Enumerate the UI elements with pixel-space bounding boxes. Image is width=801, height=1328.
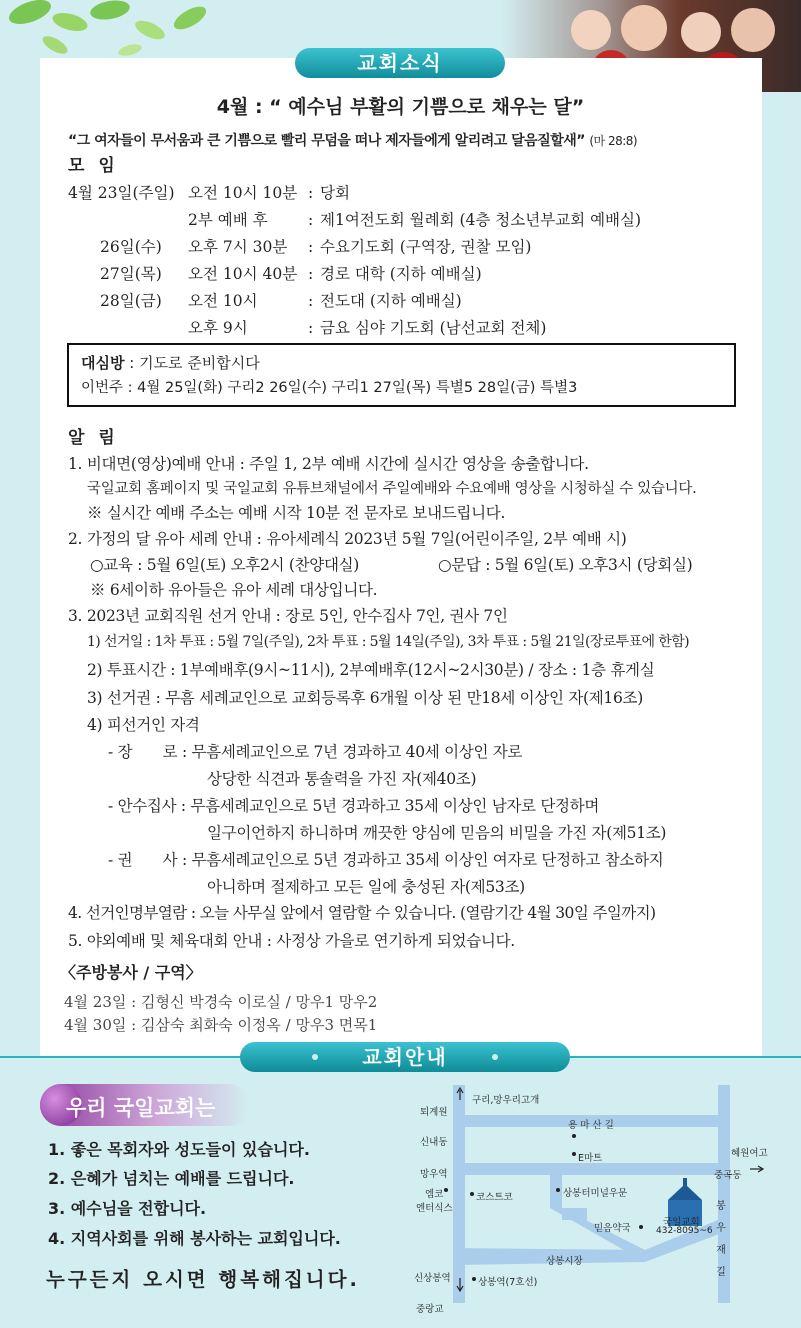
meeting-desc: 경로 대학 (지하 예배실) xyxy=(320,265,482,283)
map-label-sangbong7: 상봉역(7호선) xyxy=(478,1277,538,1288)
map-label-junggok: 중곡동 xyxy=(714,1170,742,1181)
kitchen-heading: 〈주방봉사 / 구역〉 xyxy=(60,963,202,982)
map-label-phone: 432-8095~6 xyxy=(656,1226,713,1236)
church-news-title: 교회소식 xyxy=(295,48,505,78)
bongu-char: 우 xyxy=(716,1223,726,1234)
map-road xyxy=(562,1208,587,1220)
map-road xyxy=(550,1163,562,1208)
visitation-line1 xyxy=(81,353,260,373)
visitation-note: : 기도로 준비합시다 xyxy=(124,354,260,372)
meeting-day: 28일(금) xyxy=(100,292,162,310)
meeting-desc: 당회 xyxy=(320,184,350,202)
notice-line: 일구이언하지 하니하며 깨끗한 양심에 믿음의 비밀을 가진 자(제51조) xyxy=(207,824,667,842)
church-intro-title xyxy=(40,1084,250,1126)
month-theme: 4월 : “ 예수님 부활의 기쁨으로 채우는 달” xyxy=(216,96,585,118)
map-label-yongmasan: 용 마 산 길 xyxy=(568,1120,614,1131)
map-label-entersix: 엔터식스 xyxy=(416,1203,453,1214)
visitation-box xyxy=(67,343,736,407)
guide-title-text: 교회안내 xyxy=(362,1045,448,1069)
meeting-day: 27일(목) xyxy=(100,265,162,283)
notice-line: - 안수집사 : 무흠세례교인으로 5년 경과하고 35세 이상인 남자로 단정하며 xyxy=(108,797,600,815)
meeting-sep: : xyxy=(308,238,314,256)
church-point: 2. 은혜가 넘치는 예배를 드립니다. xyxy=(48,1169,295,1188)
notice-line: 3) 선거권 : 무흠 세례교인으로 교회등록후 6개월 이상 된 만18세 이상인 자(제16조) xyxy=(87,689,643,707)
meeting-time: 오후 9시 xyxy=(188,319,248,337)
meeting-time: 2부 예배 후 xyxy=(188,211,268,229)
notice-line: - 권 사 : 무흠세례교인으로 5년 경과하고 35세 이상인 여자로 단정하고 참소하지 xyxy=(108,851,664,869)
map-label-sangbong-market: 상봉시장 xyxy=(546,1256,583,1267)
bullet-icon xyxy=(492,1054,498,1060)
map-label-jungnang: 중랑교 xyxy=(416,1304,444,1315)
bullet-icon xyxy=(312,1054,318,1060)
notice-line: 2. 가정의 달 유아 세례 안내 : 유아세례식 2023년 5월 7일(어린이주일, 2부 예배 시) xyxy=(68,530,627,548)
meetings-heading: 모 임 xyxy=(68,156,119,176)
map-label-toegyewon: 퇴계원 xyxy=(420,1107,448,1118)
map-label-mangu: 망우역 xyxy=(420,1169,448,1180)
notice-line: 3. 2023년 교회직원 선거 안내 : 장로 5인, 안수집사 7인, 권사 7인 xyxy=(68,607,508,625)
notice-line: 4) 피선거인 자격 xyxy=(87,716,200,734)
map-label-emco: 엠코 xyxy=(425,1189,444,1200)
meeting-desc: 전도대 (지하 예배실) xyxy=(320,292,462,310)
map-label-hyewon: 혜원여고 xyxy=(731,1148,768,1159)
map-label-bongu xyxy=(715,1196,727,1284)
meeting-sep: : xyxy=(308,319,314,337)
notice-line: ○문답 : 5월 6일(토) 오후3시 (당회실) xyxy=(438,556,693,574)
notice-line: ※ 실시간 예배 주소는 예배 시작 10분 전 문자로 보내드립니다. xyxy=(87,504,506,522)
meeting-sep: : xyxy=(308,292,314,310)
meeting-time: 오후 7시 30분 xyxy=(188,238,288,256)
notice-line: ※ 6세이하 유아들은 유아 세례 대상입니다. xyxy=(90,581,378,599)
meeting-time: 오전 10시 10분 xyxy=(188,184,298,202)
notice-line: 5. 야외예배 및 체육대회 안내 : 사정상 가을로 연기하게 되었습니다. xyxy=(68,932,515,950)
church-intro-text: 우리 국일교회는 xyxy=(66,1096,216,1120)
notice-line: 아니하며 절제하고 모든 일에 충성된 자(제53조) xyxy=(207,878,525,896)
notice-line: 1) 선거일 : 1차 투표 : 5월 7일(주일), 2차 투표 : 5월 14일(주일), 3차 투표 : 5월 21일(장로투표에 한함) xyxy=(87,634,689,650)
quote-reference: (마 28:8) xyxy=(589,134,638,148)
visitation-label: 대심방 xyxy=(81,354,125,372)
notice-line: 1. 비대면(영상)예배 안내 : 주일 1, 2부 예배 시간에 실시간 영상을 송출합니다. xyxy=(68,455,589,473)
notices-heading: 알 림 xyxy=(68,428,119,448)
notice-line: - 장 로 : 무흠세례교인으로 7년 경과하고 40세 이상인 자로 xyxy=(108,743,523,761)
notice-line: 2) 투표시간 : 1부예배후(9시~11시), 2부예배후(12시~2시30분) / 장소 : 1층 휴게실 xyxy=(87,661,655,679)
notice-line: ○교육 : 5월 6일(토) 오후2시 (찬양대실) xyxy=(90,556,360,574)
notice-line: 국일교회 홈페이지 및 국일교회 유튜브채널에서 주일예배와 수요예배 영상을 시청하실 수 있습니다. xyxy=(87,481,697,497)
bongu-char: 재 xyxy=(716,1245,726,1256)
kitchen-row: 4월 30일 : 김삼숙 최화숙 이정옥 / 망우3 면목1 xyxy=(64,1016,378,1034)
map-label-guri: 구리,망우리고개 xyxy=(472,1095,540,1106)
welcome-message: 누구든지 오시면 행복해집니다. xyxy=(46,1268,360,1291)
meeting-day: 26일(수) xyxy=(100,238,162,256)
map-label-sinsangbong: 신상봉역 xyxy=(414,1273,451,1284)
meeting-time: 오전 10시 xyxy=(188,292,258,310)
visitation-schedule: 이번주 : 4월 25일(화) 구리2 26일(수) 구리1 27일(목) 특별5 28일(금) 특별3 xyxy=(81,380,578,396)
map-label-terminal: 상봉터미널우문 xyxy=(563,1188,628,1199)
church-point: 1. 좋은 목회자와 성도들이 있습니다. xyxy=(48,1140,310,1159)
map-road xyxy=(453,1163,730,1175)
notice-line: 상당한 식견과 통솔력을 가진 자(제40조) xyxy=(207,770,477,788)
meeting-desc: 수요기도회 (구역장, 권찰 모임) xyxy=(320,238,532,256)
church-point: 4. 지역사회를 위해 봉사하는 교회입니다. xyxy=(48,1229,341,1248)
quote-text: “그 여자들이 무서움과 큰 기쁨으로 빨리 무덤을 떠나 제자들에게 알리려고 달음질할새” xyxy=(68,133,585,149)
meeting-sep: : xyxy=(308,184,314,202)
meeting-day: 4월 23일(주일) xyxy=(68,184,175,202)
map-label-church: 국일교회 xyxy=(663,1217,700,1228)
kitchen-row: 4월 23일 : 김형신 박경숙 이로실 / 망우1 망우2 xyxy=(64,993,378,1011)
bongu-char: 길 xyxy=(716,1267,726,1278)
meeting-time: 오전 10시 40분 xyxy=(188,265,298,283)
map-label-mideum: 믿음약국 xyxy=(594,1223,631,1234)
map-label-sinnae: 신내동 xyxy=(420,1137,448,1148)
church-point: 3. 예수님을 전합니다. xyxy=(48,1199,207,1218)
map-label-emart: E마트 xyxy=(578,1153,603,1164)
meeting-desc: 제1여전도회 월례회 (4층 청소년부교회 예배실) xyxy=(320,211,642,229)
church-guide-title xyxy=(240,1042,570,1072)
meeting-sep: : xyxy=(308,265,314,283)
scripture-quote xyxy=(68,131,637,151)
meeting-sep: : xyxy=(308,211,314,229)
notice-line: 4. 선거인명부열람 : 오늘 사무실 앞에서 열람할 수 있습니다. (열람기간 4월 30일 주일까지) xyxy=(68,904,656,922)
meeting-desc: 금요 심야 기도회 (남선교회 전체) xyxy=(320,319,547,337)
map-label-costco: 코스트코 xyxy=(476,1192,513,1203)
bongu-char: 봉 xyxy=(716,1201,726,1212)
